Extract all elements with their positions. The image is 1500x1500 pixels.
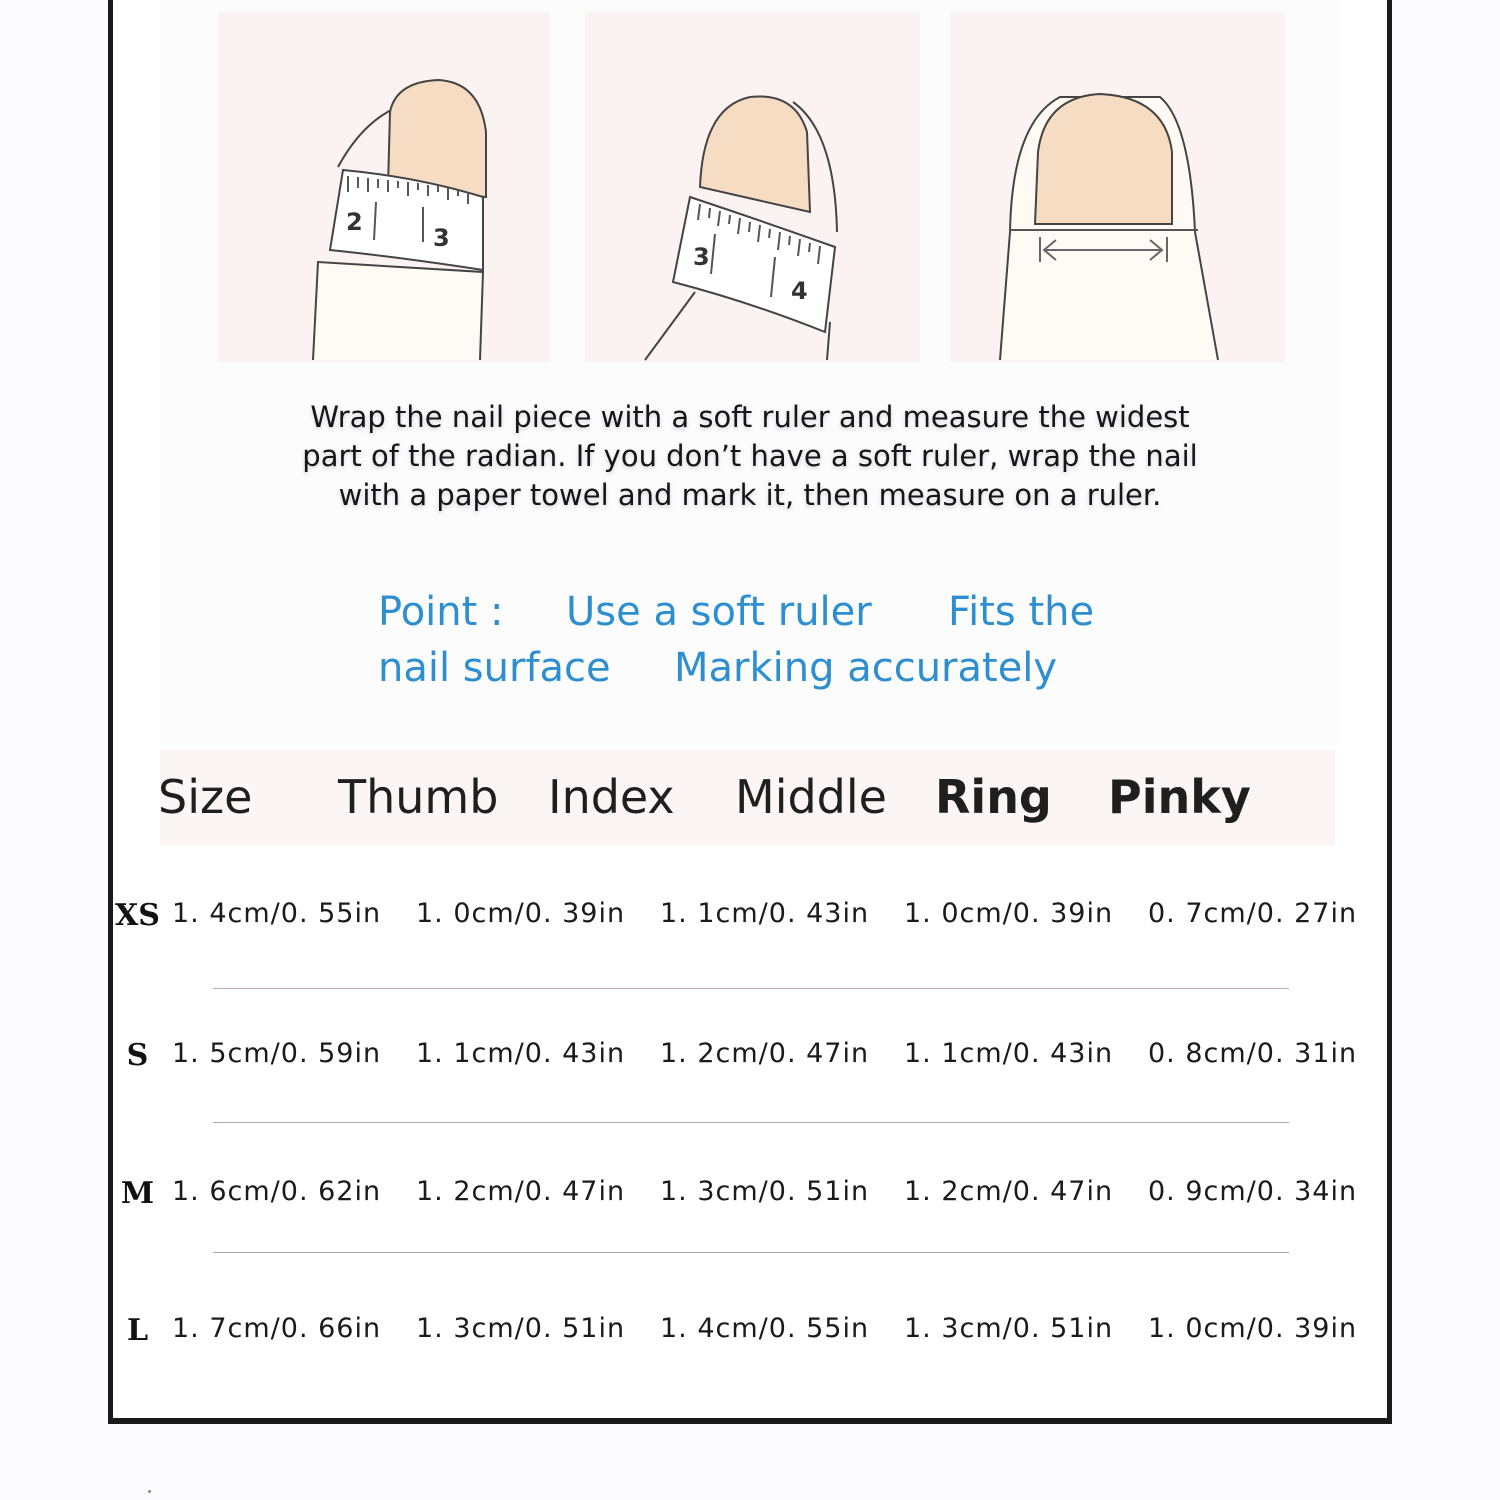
point-label: Point : <box>378 589 504 635</box>
m-thumb: 1. 6cm/0. 62in <box>172 1176 382 1207</box>
l-index: 1. 3cm/0. 51in <box>416 1313 626 1344</box>
size-s: S <box>126 1038 149 1073</box>
illustration-panel-2 <box>585 12 920 362</box>
xs-pinky: 0. 7cm/0. 27in <box>1148 898 1358 929</box>
xs-middle: 1. 1cm/0. 43in <box>660 898 870 929</box>
tips-block <box>378 584 1178 696</box>
instructions-line-1: Wrap the nail piece with a soft ruler and measure the widest <box>310 400 1190 434</box>
ruler-mark-2: 2 <box>346 208 363 236</box>
xs-index: 1. 0cm/0. 39in <box>416 898 626 929</box>
instructions-line-3: with a paper towel and mark it, then measure on a ruler. <box>338 478 1162 512</box>
finger-ruler-illustration-1 <box>218 12 550 362</box>
m-ring: 1. 2cm/0. 47in <box>904 1176 1114 1207</box>
point-item-2a: Fits the <box>948 589 1095 635</box>
point-item-3: Marking accurately <box>674 645 1058 691</box>
row-divider <box>213 1252 1289 1253</box>
m-middle: 1. 3cm/0. 51in <box>660 1176 870 1207</box>
header-thumb: Thumb <box>338 770 499 824</box>
ruler-mark-3: 3 <box>433 224 450 252</box>
s-index: 1. 1cm/0. 43in <box>416 1038 626 1069</box>
header-size: Size <box>158 770 253 824</box>
measurement-instructions <box>230 398 1270 515</box>
xs-ring: 1. 0cm/0. 39in <box>904 898 1114 929</box>
size-l: L <box>126 1313 149 1348</box>
scan-speck <box>148 1490 151 1493</box>
header-middle: Middle <box>735 770 887 824</box>
m-pinky: 0. 9cm/0. 34in <box>1148 1176 1358 1207</box>
point-item-2b: nail surface <box>378 645 611 691</box>
s-middle: 1. 2cm/0. 47in <box>660 1038 870 1069</box>
m-index: 1. 2cm/0. 47in <box>416 1176 626 1207</box>
row-divider <box>213 988 1289 989</box>
s-thumb: 1. 5cm/0. 59in <box>172 1038 382 1069</box>
row-divider <box>213 1122 1289 1123</box>
instructions-line-2: part of the radian. If you don’t have a soft ruler, wrap the nail <box>302 439 1198 473</box>
header-ring: Ring <box>935 770 1052 824</box>
xs-thumb: 1. 4cm/0. 55in <box>172 898 382 929</box>
illustration-panel-1 <box>218 12 550 362</box>
l-middle: 1. 4cm/0. 55in <box>660 1313 870 1344</box>
s-pinky: 0. 8cm/0. 31in <box>1148 1038 1358 1069</box>
header-index: Index <box>548 770 675 824</box>
nail-width-illustration <box>950 12 1285 362</box>
size-m: M <box>120 1176 155 1211</box>
size-xs: XS <box>115 898 160 933</box>
ruler-mark-4: 4 <box>791 277 808 305</box>
illustration-panel-3 <box>950 12 1285 362</box>
header-pinky: Pinky <box>1108 770 1251 824</box>
point-item-1: Use a soft ruler <box>566 589 872 635</box>
finger-ruler-illustration-2 <box>585 12 920 362</box>
l-pinky: 1. 0cm/0. 39in <box>1148 1313 1358 1344</box>
ruler-mark-3b: 3 <box>693 243 710 271</box>
s-ring: 1. 1cm/0. 43in <box>904 1038 1114 1069</box>
l-thumb: 1. 7cm/0. 66in <box>172 1313 382 1344</box>
l-ring: 1. 3cm/0. 51in <box>904 1313 1114 1344</box>
